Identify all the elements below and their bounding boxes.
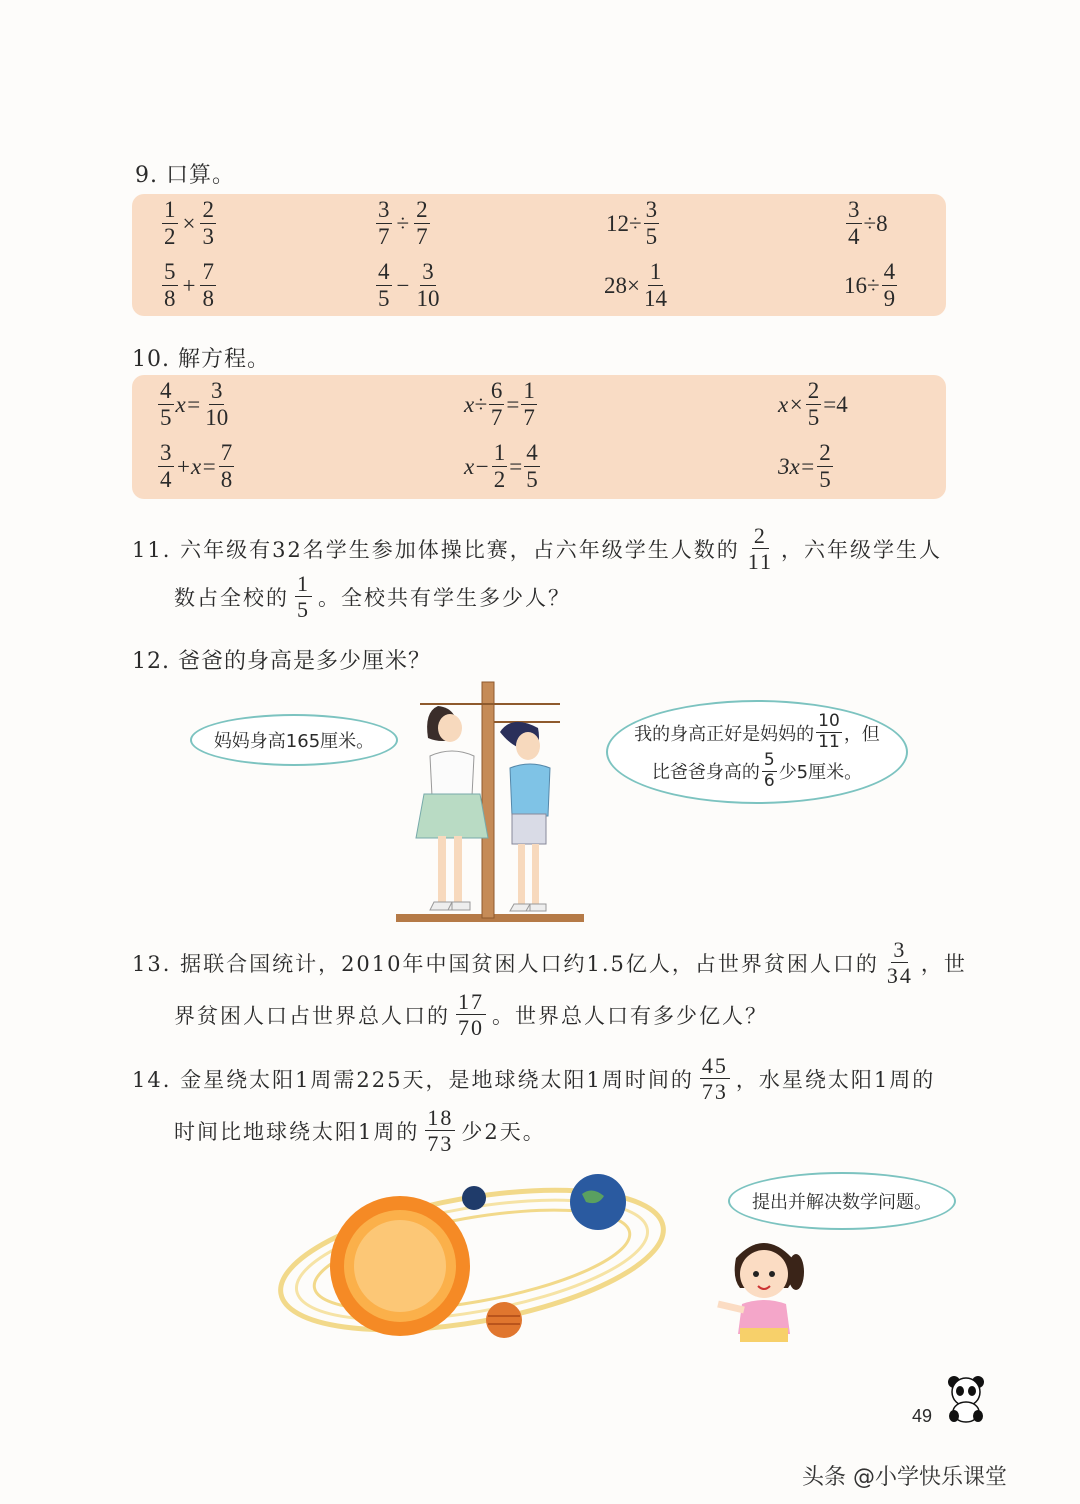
solar-system-illustration [272,1168,672,1348]
q9-expr-5: $\frac{5}{8}$ + $\frac{7}{8}$ [164,259,214,312]
q9-expr-4: $\frac{3}{4}$ ÷8 [848,197,888,250]
q13-line-2: 界贫困人口占世界总人口的 $\frac{17}{70}$ 。世界总人口有多少亿人？ [174,989,768,1041]
q9-expr-7: 28× $\frac{1}{14}$ [604,259,667,312]
q13-fraction-2: $\frac{17}{70}$ [458,989,484,1041]
height-measuring-illustration [390,676,590,926]
q12-heading: 12. 爸爸的身高是多少厘米？ [132,649,431,674]
q10-eq-5: x− $\frac{1}{2}$ = $\frac{4}{5}$ [464,440,538,493]
q11-fraction-2: $\frac{1}{5}$ [297,571,310,623]
q10-equation-box [132,375,946,499]
q9-heading: 9. 口算。 [135,163,235,188]
q9-expr-3: 12÷ $\frac{3}{5}$ [606,197,658,250]
girl-speech-bubble: 提出并解决数学问题。 [728,1172,956,1230]
q10-eq-6: 3x= $\frac{2}{5}$ [778,440,831,493]
q9-expr-2: $\frac{3}{7}$ ÷ $\frac{2}{7}$ [378,197,428,250]
q9-expr-1: $\frac{1}{2}$ × $\frac{2}{3}$ [164,197,214,250]
panda-icon [944,1372,988,1424]
q13-line-1: 13. 据联合国统计，2010年中国贫困人口约1.5亿人，占世界贫困人口的 $\frac{3}{34}$ ，世 [132,937,967,989]
watermark: 头条 @小学快乐课堂 [802,1465,1007,1490]
mom-speech-bubble: 妈妈身高165厘米。 [190,714,398,766]
q9-exercise-box [132,194,946,316]
q9-expr-8: 16÷ $\frac{4}{9}$ [844,259,896,312]
q14-fraction-1: $\frac{45}{73}$ [701,1053,728,1105]
q10-eq-3: x× $\frac{2}{5}$ =4 [778,378,848,431]
q14-line-2: 时间比地球绕太阳1周的 $\frac{18}{73}$ 少2天。 [174,1105,546,1157]
girl-illustration [714,1228,814,1346]
q13-fraction-1: $\frac{3}{34}$ [886,937,913,989]
q14-fraction-2: $\frac{18}{73}$ [427,1105,454,1157]
page-number: 49 [912,1406,933,1426]
q10-eq-4: $\frac{3}{4}$ +x= $\frac{7}{8}$ [160,440,233,493]
q10-eq-1: $\frac{4}{5}$ x= $\frac{3}{10}$ [160,378,229,431]
boy-speech-bubble: 我的身高正好是妈妈的 $\frac{10}{11}$ ，但 比爸爸身高的 $\frac{5}{6}$ 少5厘米。 [606,700,908,804]
q10-eq-2: x÷ $\frac{6}{7}$ = $\frac{1}{7}$ [464,378,535,431]
q10-heading: 10. 解方程。 [132,347,270,372]
q14-line-1: 14. 金星绕太阳1周需225天，是地球绕太阳1周时间的 $\frac{45}{73}$ ，水星绕太阳1周的 [132,1053,936,1105]
q9-expr-6: $\frac{4}{5}$ − $\frac{3}{10}$ [378,259,440,312]
q11-line-1: 11. 六年级有32名学生参加体操比赛，占六年级学生人数的 $\frac{2}{11}$ ，六年级学生人 [132,523,942,575]
q11-fraction-1: $\frac{2}{11}$ [747,523,773,575]
q11-line-2: 数占全校的 $\frac{1}{5}$ 。全校共有学生多少人？ [174,571,571,623]
